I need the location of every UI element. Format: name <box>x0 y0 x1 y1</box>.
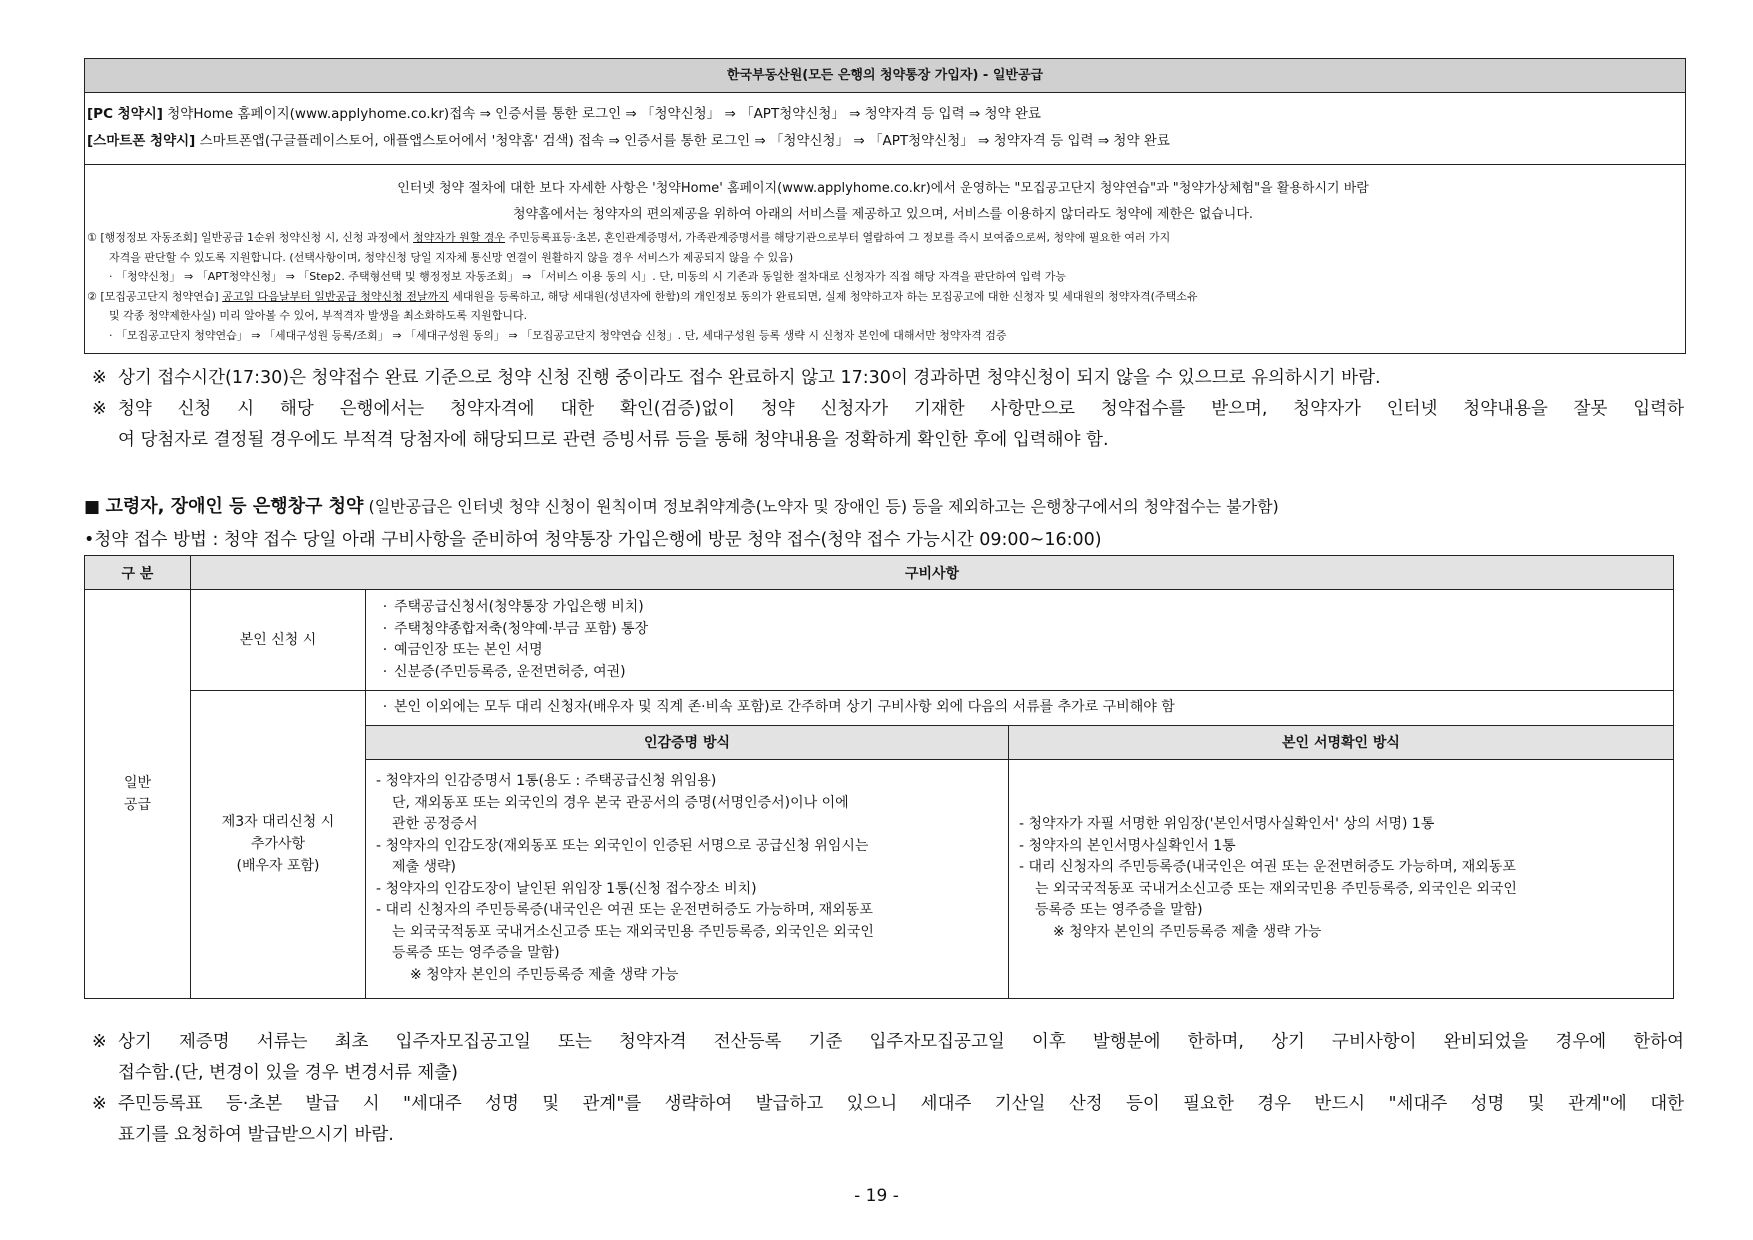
note-mark: ※ <box>92 1093 107 1114</box>
service-notes <box>85 165 1685 353</box>
header-gubun: 구 분 <box>85 556 191 590</box>
seal-method-docs: - 청약자의 인감증명서 1통(용도 : 주택공급신청 위임용) 단, 재외동포 또는 외국인의 경우 본국 관공서의 증명(서명인증서)이나 이에 관한 공정증서 - 청약자의 인감도장(재외동포 또는 외국인이 인증된 서명으로 공급신청 위임시는 제출 생략) - 청약자의 인감도장이 날인된 위임장 1통(신청 접수장소 비치) - 대리 신청자의 주민등록증(내국인은 여권 또는 운전면허증도 가능하며, 재외동포 는 외국국적동포 국내거소신고증 또는 재외국민용 주민등록증, 외국인은 외국인 등록증 또는 영주증을 말함) ※ 청약자 본인의 주민등록증 제출 생략 가능 <box>366 759 1009 998</box>
table-header <box>85 556 1674 590</box>
procedure-steps <box>85 93 1685 165</box>
service-1: ① [행정정보 자동조회] 일반공급 1순위 청약신청 시, 신청 과정에서 청약자가 원할 경우 주민등록표등·초본, 혼인관계증명서, 가족관계증명서를 해당기관으로부터 열람하여 그 정보를 즉시 보여줌으로써, 청약에 필요한 여러 가지 자격을 판단할 수 있도록 지원합니다. (선택사항이며, 청약신청 당일 지자체 통신망 연결이 원활하지 않을 경우 서비스가 제공되지 않을 수 있음) · 「청약신청」 ⇒ 「APT청약신청」 ⇒ 「Step2. 주택형선택 및 행정정보 자동조회」 ⇒ 「서비스 이용 동의 시」. 단, 미동의 시 기존과 동일한 절차대로 신청자가 직접 해당 자격을 판단하여 입력 가능 <box>87 231 1171 283</box>
table-row-third-intro <box>85 691 1674 726</box>
notes-block-2 <box>84 1027 1684 1151</box>
service-2: ② [모집공고단지 청약연습] 공고일 다음날부터 일반공급 청약신청 전날까지 세대원을 등록하고, 해당 세대원(성년자에 한함)의 개인정보 동의가 완료되면, 실제 청약하고자 하는 모집공고에 대한 신청자 및 세대원의 청약자격(주택소유 및 각종 청약제한사실) 미리 알아볼 수 있어, 부적격자 발생을 최소화하도록 지원합니다. · 「모집공고단지 청약연습」 ⇒ 「세대구성원 등록/조회」 ⇒ 「세대구성원 동의」 ⇒ 「모집공고단지 청약연습 신청」. 단, 세대구성원 등록 생략 시 신청자 본인에 대해서만 청약자격 검증 <box>87 289 1198 342</box>
note-mark: ※ <box>92 368 107 388</box>
sign-method-docs: - 청약자가 자필 서명한 위임장('본인서명사실확인서' 상의 서명) 1통 - 청약자의 본인서명사실확인서 1통 - 대리 신청자의 주민등록증(내국인은 여권 또는 운전면허증도 가능하며, 재외동포 는 외국국적동포 국내거소신고증 또는 재외국민용 주민등록증, 외국인은 외국인 등록증 또는 영주증을 말함) ※ 청약자 본인의 주민등록증 제출 생략 가능 <box>1009 759 1674 998</box>
note-mark: ※ <box>92 1031 107 1052</box>
note-item: ※ 상기 제증명 서류는 최초 입주자모집공고일 또는 청약자격 전산등록 기준 입주자모집공고일 이후 발행분에 한하며, 상기 구비사항이 완비되었을 경우에 한하여 접수함.(단, 변경이 있을 경우 변경서류 제출) <box>84 1027 1684 1089</box>
third-party-intro: · 본인 이외에는 모두 대리 신청자(배우자 및 직계 존·비속 포함)로 간주하며 상기 구비사항 외에 다음의 서류를 추가로 구비해야 함 <box>366 691 1674 726</box>
note-item: ※ 상기 접수시간(17:30)은 청약접수 완료 기준으로 청약 신청 진행 중이라도 접수 완료하지 않고 17:30이 경과하면 청약신청이 되지 않을 수 있으므로 유의하시기 바람. <box>84 363 1684 394</box>
category-general-supply: 일반 공급 <box>85 590 191 999</box>
document-page <box>84 58 1684 1151</box>
pc-label: [PC 청약시] <box>87 106 163 122</box>
pc-step-line <box>87 101 1681 128</box>
sign-method-header: 본인 서명확인 방식 <box>1009 725 1674 759</box>
self-apply-items: · 주택공급신청서(청약통장 가입은행 비치) · 주택청약종합저축(청약예·부금 포함) 통장 · 예금인장 또는 본인 서명 · 신분증(주민등록증, 운전면허증, 여권) <box>366 590 1674 691</box>
mobile-text: 스마트폰앱(구글플레이스토어, 애플앱스토어에서 '청약홈' 검색) 접속 ⇒ 인증서를 통한 로그인 ⇒ 「청약신청」 ⇒ 「APT청약신청」 ⇒ 청약자격 등 입력 ⇒ 청약 완료 <box>195 133 1170 149</box>
third-party-label: 제3자 대리신청 시 추가사항 (배우자 포함) <box>191 691 366 999</box>
page-number: - 19 - <box>854 1186 899 1206</box>
underlined-text: 공고일 다음날부터 일반공급 청약신청 전날까지 <box>222 289 449 303</box>
section-title: ■ 고령자, 장애인 등 은행창구 청약 (일반공급은 인터넷 청약 신청이 원칙이며 정보취약계층(노약자 및 장애인 등) 등을 제외하고는 은행창구에서의 청약접수는 불가함) <box>84 496 1279 517</box>
application-method: •청약 접수 방법 : 청약 접수 당일 아래 구비사항을 준비하여 청약통장 가입은행에 방문 청약 접수(청약 접수 가능시간 09:00~16:00) <box>84 530 1102 550</box>
info-line-2: 청약홈에서는 청약자의 편의제공을 위하여 아래의 서비스를 제공하고 있으며, 서비스를 이용하지 않더라도 청약에 제한은 없습니다. <box>512 207 1254 222</box>
note-item: ※ 주민등록표 등·초본 발급 시 "세대주 성명 및 관계"를 생략하여 발급하고 있으니 세대주 기산일 산정 등이 필요한 경우 반드시 "세대주 성명 및 관계"에 대한 표기를 요청하여 발급받으시기 바람. <box>84 1089 1684 1151</box>
note-item: ※ 청약 신청 시 해당 은행에서는 청약자격에 대한 확인(검증)없이 청약 신청자가 기재한 사항만으로 청약접수를 받으며, 청약자가 인터넷 청약내용을 잘못 입력하 여 당첨자로 결정될 경우에도 부적격 당첨자에 해당되므로 관련 증빙서류 등을 통해 청약내용을 정확하게 확인한 후에 입력해야 함. <box>84 394 1684 456</box>
header-items: 구비사항 <box>191 556 1674 590</box>
notes-block-1 <box>84 363 1684 456</box>
info-line-1: 인터넷 청약 절차에 대한 보다 자세한 사항은 '청약Home' 홈페이지(www.applyhome.co.kr)에서 운영하는 "모집공고단지 청약연습"과 "청약가상체험"을 활용하시기 바람 <box>397 181 1369 196</box>
mobile-label: [스마트폰 청약시] <box>87 133 196 149</box>
underlined-text: 청약자가 원할 경우 <box>413 231 506 244</box>
note-mark: ※ <box>92 399 107 419</box>
mobile-step-line <box>87 128 1681 155</box>
requirements-table <box>84 555 1674 999</box>
pc-text: 청약Home 홈페이지(www.applyhome.co.kr)접속 ⇒ 인증서를 통한 로그인 ⇒ 「청약신청」 ⇒ 「APT청약신청」 ⇒ 청약자격 등 입력 ⇒ 청약 완료 <box>162 106 1041 122</box>
square-bullet-icon: ■ <box>84 497 101 517</box>
seal-method-header: 인감증명 방식 <box>366 725 1009 759</box>
self-apply-label: 본인 신청 시 <box>191 590 366 691</box>
table-row-self <box>85 590 1674 691</box>
internet-procedure-box <box>84 58 1686 354</box>
box-header: 한국부동산원(모든 은행의 청약통장 가입자) - 일반공급 <box>85 59 1685 93</box>
